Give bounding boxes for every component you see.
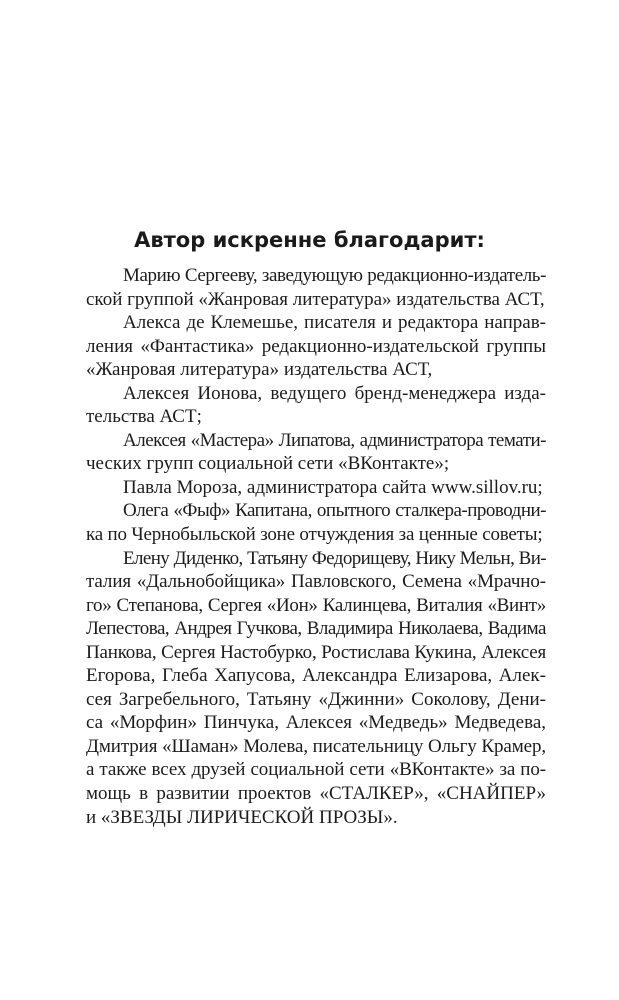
text-line: тельства АСТ;: [86, 406, 202, 428]
text-line: Алексея Ионова, ведущего бренд-менеджера изда-: [123, 382, 546, 404]
text-line: Алексея «Мастера» Липатова, администратора темати-: [123, 429, 546, 451]
text-line: Лепестова, Андрея Гучкова, Владимира Николаева, Вадима: [86, 618, 546, 640]
acknowledgements-text: [86, 264, 546, 829]
page-title: Автор искренне благодарит:: [134, 228, 485, 252]
text-line: сея Загребельного, Татьяну «Джинни» Соколову, Дени-: [86, 688, 546, 710]
text-line: Егорова, Глеба Хапусова, Александра Елизарова, Алек-: [86, 665, 546, 687]
text-line: Марию Сергееву, заведующую редакционно-издатель-: [123, 265, 546, 286]
text-line: Елену Диденко, Татьяну Федорищеву, Нику Мельн, Ви-: [123, 547, 546, 569]
text-line: Панкова, Сергея Настобурко, Ростислава Кукина, Алексея: [86, 641, 546, 663]
text-line: Алекса де Клемешье, писателя и редактора направ-: [123, 312, 546, 334]
text-line: ления «Фантастика» редакционно-издательской группы: [86, 335, 546, 357]
text-line: «Жанровая литература» издательства АСТ,: [86, 359, 433, 381]
text-line: а также всех друзей социальной сети «ВКонтакте» за по-: [86, 759, 546, 781]
text-line: ка по Чернобыльской зоне отчуждения за ценные советы;: [86, 524, 543, 546]
text-line: талия «Дальнобойщика» Павловского, Семена «Мрачно-: [86, 571, 546, 593]
text-line: Павла Мороза, администратора сайта www.sillov.ru;: [123, 476, 543, 498]
text-line: ской группой «Жанровая литература» издательства АСТ,: [86, 288, 545, 310]
text-line: мощь в развитии проектов «СТАЛКЕР», «СНАЙПЕР»: [86, 783, 546, 805]
text-line: ческих групп социальной сети «ВКонтакте»;: [86, 453, 450, 475]
text-line: Олега «Фыф» Капитана, опытного сталкера-проводни-: [123, 500, 546, 522]
text-line: Дмитрия «Шаман» Молева, писательницу Ольгу Крамер,: [86, 735, 546, 757]
text-line: и «ЗВЕЗДЫ ЛИРИЧЕСКОЙ ПРОЗЫ».: [86, 806, 398, 828]
text-line: са «Морфин» Пинчука, Алексея «Медведь» Медведева,: [86, 712, 546, 734]
text-line: го» Степанова, Сергея «Ион» Калинцева, Виталия «Винт»: [86, 594, 546, 616]
